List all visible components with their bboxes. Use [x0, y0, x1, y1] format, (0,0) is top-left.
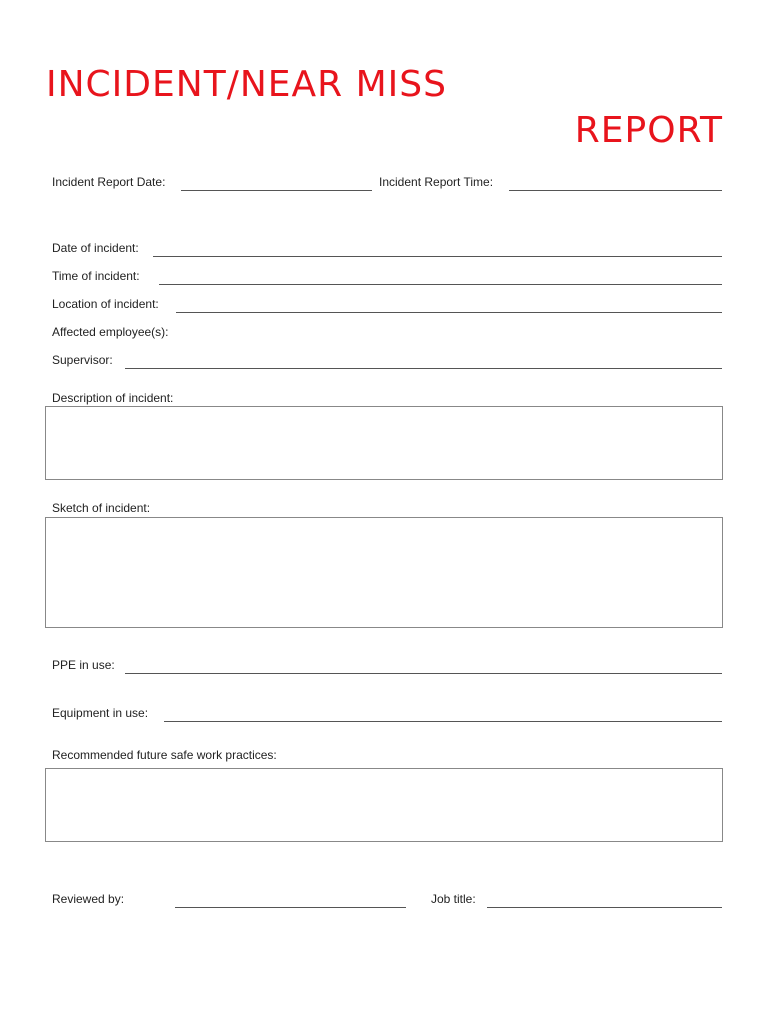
report-title-line1: INCIDENT/NEAR MISS	[46, 64, 447, 105]
report-date-label: Incident Report Date:	[52, 175, 166, 189]
supervisor-field[interactable]	[125, 368, 722, 369]
location-of-incident-label: Location of incident:	[52, 297, 159, 311]
reviewed-by-field[interactable]	[175, 907, 406, 908]
time-of-incident-label: Time of incident:	[52, 269, 140, 283]
supervisor-label: Supervisor:	[52, 353, 113, 367]
ppe-field[interactable]	[125, 673, 722, 674]
report-time-label: Incident Report Time:	[379, 175, 494, 189]
report-date-field[interactable]	[181, 190, 372, 191]
description-label: Description of incident:	[52, 391, 174, 405]
reviewed-by-label: Reviewed by:	[52, 892, 125, 906]
report-time-field[interactable]	[509, 190, 722, 191]
affected-employees-label: Affected employee(s):	[52, 325, 169, 339]
location-of-incident-field[interactable]	[176, 312, 722, 313]
report-title-line2: REPORT	[574, 110, 723, 151]
ppe-label: PPE in use:	[52, 658, 115, 672]
recommended-practices-box[interactable]	[45, 768, 723, 842]
equipment-label: Equipment in use:	[52, 706, 149, 720]
time-of-incident-field[interactable]	[159, 284, 722, 285]
recommended-practices-label: Recommended future safe work practices:	[52, 748, 277, 762]
equipment-field[interactable]	[164, 721, 722, 722]
date-of-incident-field[interactable]	[153, 256, 722, 257]
job-title-field[interactable]	[487, 907, 722, 908]
date-of-incident-label: Date of incident:	[52, 241, 139, 255]
job-title-label: Job title:	[431, 892, 476, 906]
sketch-box[interactable]	[45, 517, 723, 628]
sketch-label: Sketch of incident:	[52, 501, 151, 515]
description-box[interactable]	[45, 406, 723, 480]
